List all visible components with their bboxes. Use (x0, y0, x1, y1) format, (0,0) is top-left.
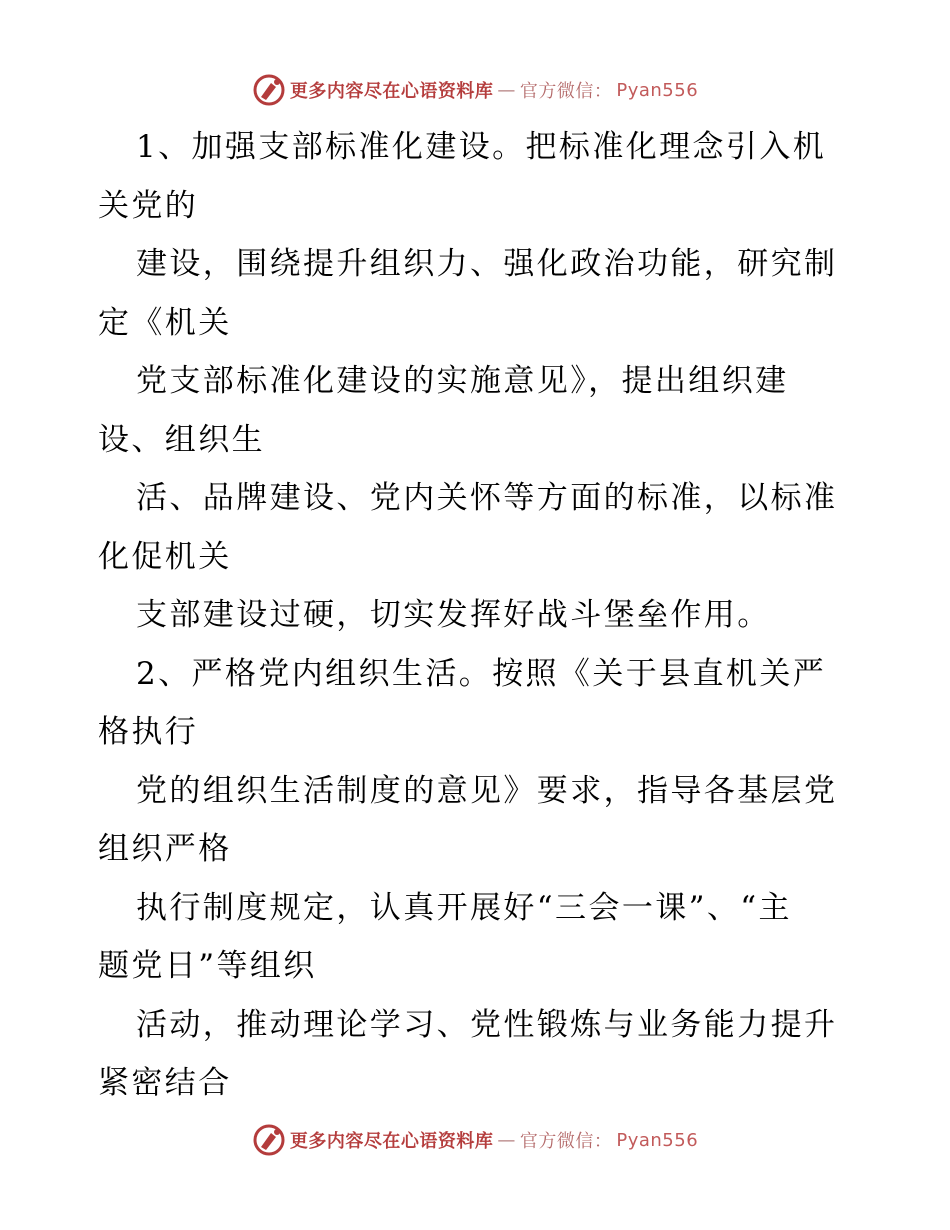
body-line: 党的组织生活制度的意见》要求，指导各基层党 (136, 772, 838, 809)
watermark-separator: — (497, 79, 516, 101)
header-watermark (0, 70, 950, 110)
body-line: 活、品牌建设、党内关怀等方面的标准，以标准 (136, 480, 838, 516)
watermark-id-text: Pyan556 (616, 1129, 699, 1151)
watermark-sub-text: 官方微信： (519, 81, 613, 102)
watermark-id-text: Pyan556 (616, 79, 699, 101)
body-line: 1、加强支部标准化建设。把标准化理念引入机 (136, 129, 827, 165)
brand-logo-icon (252, 1123, 286, 1157)
watermark-main-text: 更多内容尽在心语资料库 (289, 81, 494, 102)
body-line: 组织严格 (98, 831, 232, 867)
body-line: 执行制度规定，认真开展好“三会一课”、“主 (136, 889, 792, 926)
body-line: 格执行 (98, 714, 199, 750)
body-line: 题党日”等组织 (98, 948, 317, 984)
body-line: 设、组织生 (98, 421, 265, 458)
watermark-sub-text: 官方微信： (519, 1131, 613, 1152)
body-line: 支部建设过硬，切实发挥好战斗堡垒作用。 (136, 597, 771, 633)
body-line: 建设，围绕提升组织力、强化政治功能，研究制 (136, 246, 838, 282)
watermark-main-text: 更多内容尽在心语资料库 (289, 1131, 494, 1152)
brand-logo-icon (252, 73, 286, 107)
body-line: 定《机关 (98, 304, 232, 341)
body-line: 化促机关 (98, 538, 232, 575)
document-body (98, 118, 858, 1113)
footer-watermark (0, 1120, 950, 1160)
body-line: 活动，推动理论学习、党性锻炼与业务能力提升 (136, 1006, 838, 1043)
watermark-separator: — (497, 1129, 516, 1151)
body-line: 党支部标准化建设的实施意见》，提出组织建 (136, 363, 789, 399)
body-line: 2、严格党内组织生活。按照《关于县直机关严 (136, 655, 827, 692)
body-line: 紧密结合 (98, 1065, 232, 1101)
body-line: 关党的 (98, 187, 199, 224)
